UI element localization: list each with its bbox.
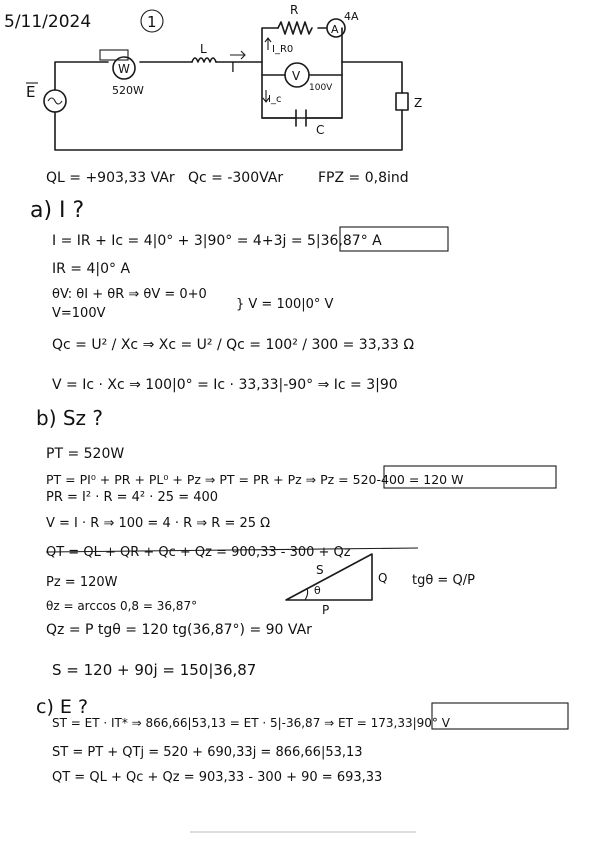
part-c-line-2: ST = PT + QTj = 520 + 690,33j = 866,66|53,13 <box>52 745 363 760</box>
wattmeter-reading: 520W <box>112 84 144 97</box>
load-label: Z <box>414 96 423 110</box>
part-c-result-box <box>432 703 568 729</box>
part-a-line-1: I = IR + Ic = 4|0° + 3|90° = 4+3j = 5|36,87° A <box>52 233 382 249</box>
part-c-heading: c) E ? <box>36 696 89 718</box>
part-c-line-1: ST = ET · IT* ⇒ 866,66|53,13 = ET · 5|-36,87 ⇒ ET = 173,33|90° V <box>52 716 450 730</box>
part-b-line-2: PT = PI⁰ + PR + PL⁰ + Pz ⇒ PT = PR + Pz ⇒ Pz = 520-400 = 120 W <box>46 472 464 487</box>
voltmeter-reading: 100V <box>309 83 333 93</box>
inductor-label: L <box>200 42 207 56</box>
part-a-line-2: IR = 4|0° A <box>52 261 131 277</box>
part-a-heading: a) I ? <box>30 198 85 223</box>
triangle-opp-label: Q <box>378 571 388 585</box>
part-a-line-5: } V = 100|0° V <box>236 297 334 312</box>
part-b-line-8: Qz = P tgθ = 120 tg(36,87°) = 90 VAr <box>46 622 312 638</box>
given-fpz: FPZ = 0,8ind <box>318 170 409 186</box>
ammeter-reading: 4A <box>344 10 359 23</box>
current-arrow-icon <box>230 51 245 59</box>
triangle-adj-label: P <box>322 603 330 617</box>
triangle-angle-label: θ <box>314 584 321 597</box>
date: 5/11/2024 <box>4 12 92 32</box>
capacitor-current-label: I_c <box>268 94 282 105</box>
part-b-heading: b) Sz ? <box>36 406 104 430</box>
part-c-line-3: QT = QL + Qc + Qz = 903,33 - 300 + 90 = 693,33 <box>52 770 383 785</box>
capacitor-label: C <box>316 123 325 137</box>
part-a-line-3: θV: θI + θR ⇒ θV = 0+0 <box>52 287 207 302</box>
resistor-icon <box>278 22 312 34</box>
given-qc: Qc = -300VAr <box>188 170 284 186</box>
page-number: 1 <box>147 13 157 31</box>
voltmeter-label: V <box>292 69 301 83</box>
wattmeter-label: W <box>118 62 130 76</box>
source-label: E <box>26 83 36 101</box>
triangle-formula: tgθ = Q/P <box>412 573 475 588</box>
given-ql: QL = +903,33 VAr <box>46 170 175 186</box>
part-b-line-1: PT = 520W <box>46 446 125 462</box>
part-a-line-4: V=100V <box>52 306 106 321</box>
triangle-hyp-label: S <box>316 563 324 577</box>
inductor-icon <box>192 58 216 62</box>
ammeter-label: A <box>331 23 339 36</box>
load-impedance-icon <box>396 93 408 110</box>
resistor-current-label: I_R0 <box>272 44 294 55</box>
part-b-line-5: QT = QL + QR + Qc + Qz = 900,33 - 300 + Qz <box>46 545 351 560</box>
power-triangle <box>286 554 475 617</box>
part-b-line-7: θz = arccos 0,8 = 36,87° <box>46 599 198 613</box>
part-a-line-7: V = Ic · Xc ⇒ 100|0° = Ic · 33,33|-90° ⇒ Ic = 3|90 <box>52 377 398 393</box>
part-b-line-4: V = I · R ⇒ 100 = 4 · R ⇒ R = 25 Ω <box>46 516 271 531</box>
part-b-line-6: Pz = 120W <box>46 575 118 590</box>
resistor-label: R <box>290 3 299 17</box>
part-a-line-6: Qc = U² / Xc ⇒ Xc = U² / Qc = 100² / 300 = 33,33 Ω <box>52 337 415 353</box>
current-label: I <box>231 61 235 76</box>
part-b-line-3: PR = I² · R = 4² · 25 = 400 <box>46 490 219 505</box>
part-b-line-9: S = 120 + 90j = 150|36,87 <box>52 661 257 679</box>
